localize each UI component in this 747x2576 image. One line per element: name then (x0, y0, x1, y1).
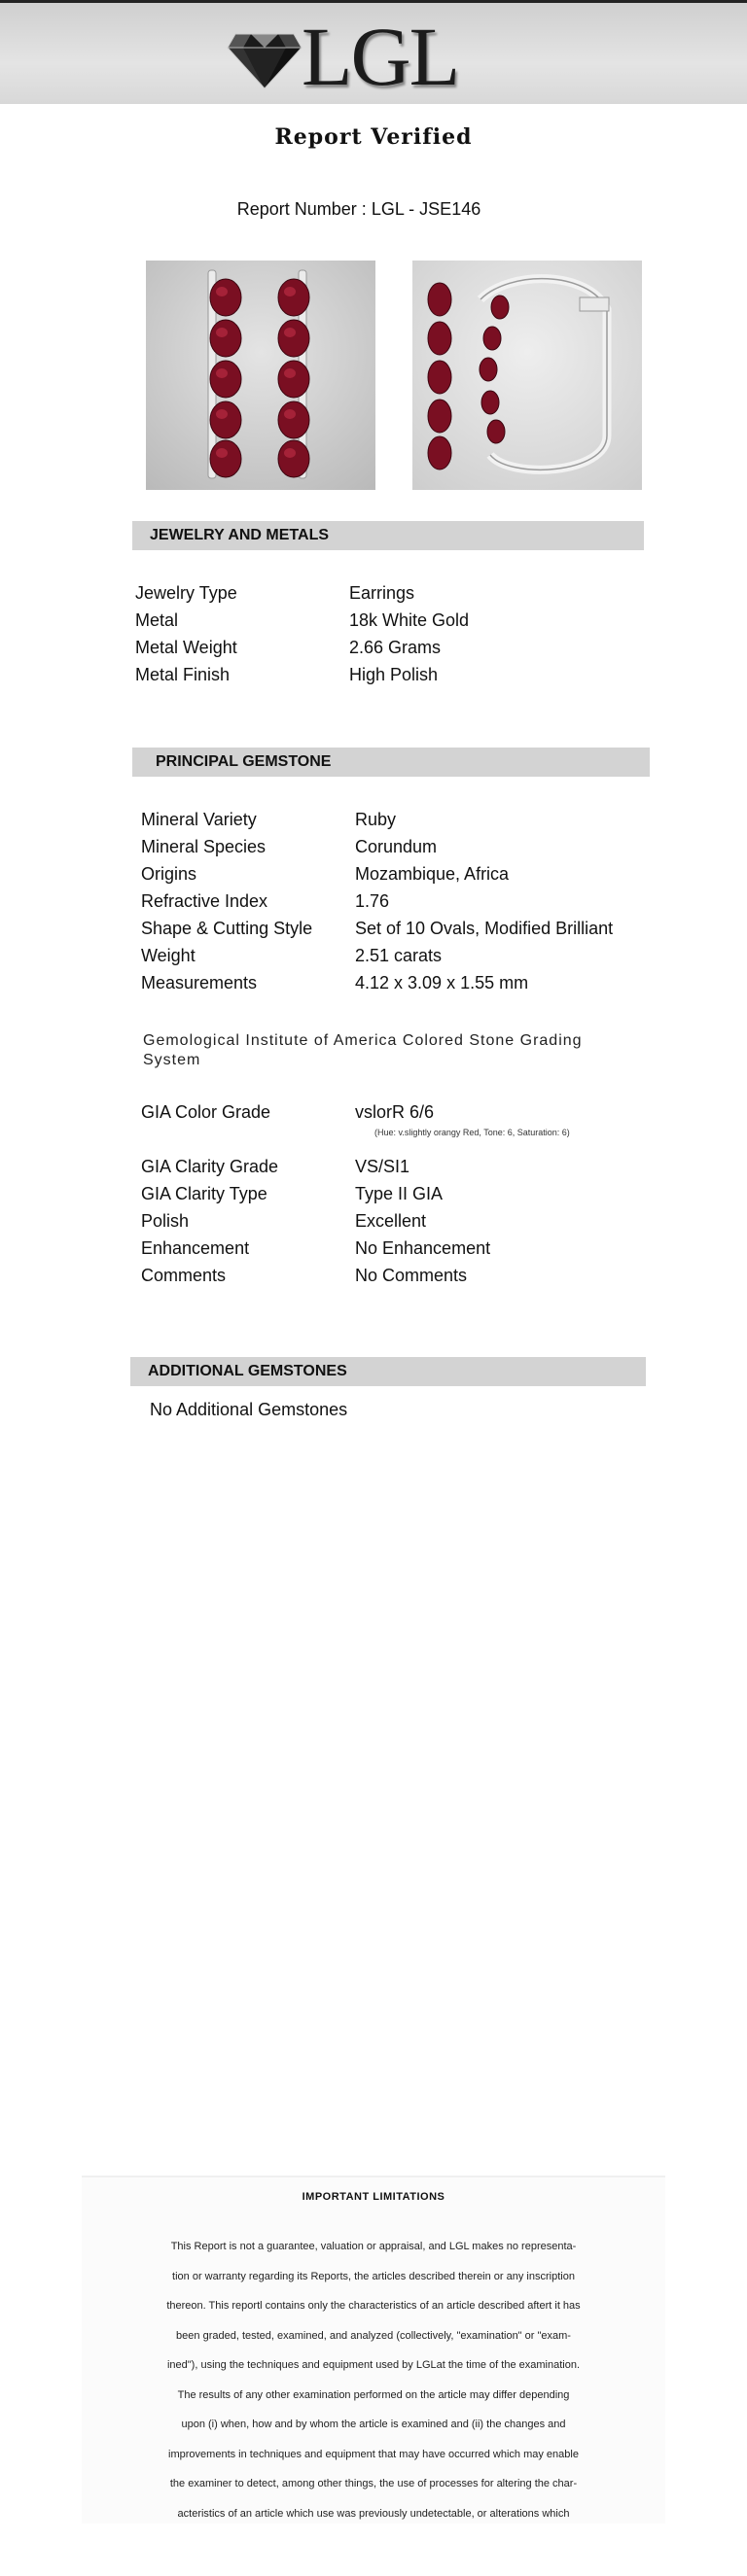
jewelry-details (135, 579, 469, 688)
report-number-value: LGL - JSE146 (371, 199, 481, 219)
gia-system-heading: Gemological Institute of America Colored Stone Grading System (143, 1032, 583, 1068)
detail-value: 2.51 carats (355, 946, 443, 965)
limitations-line: thereon. This reportl contains only the characteristics of an article described aftert it has (166, 2300, 581, 2312)
detail-row (141, 1180, 490, 1207)
detail-value: Set of 10 Ovals, Modified Brilliant (355, 919, 614, 938)
detail-label: Jewelry Type (135, 583, 237, 603)
detail-row (135, 634, 469, 661)
detail-value: Earrings (349, 583, 415, 603)
detail-label: Comments (141, 1266, 227, 1285)
detail-value: Excellent (355, 1211, 427, 1231)
gia-color-grade-row (141, 1098, 434, 1126)
limitations-text (103, 2232, 644, 2528)
detail-label: Enhancement (141, 1238, 250, 1258)
detail-label: Weight (141, 946, 196, 965)
detail-label: Metal Finish (135, 665, 231, 684)
detail-label: Polish (141, 1211, 190, 1231)
no-additional-gemstones: No Additional Gemstones (150, 1400, 348, 1419)
detail-value: Mozambique, Africa (355, 864, 510, 884)
detail-value: No Comments (355, 1266, 468, 1285)
detail-row (135, 661, 469, 688)
earrings-side-illustration (412, 261, 642, 490)
detail-row (141, 1235, 490, 1262)
detail-label: Metal Weight (135, 638, 237, 657)
diamond-icon (226, 20, 303, 90)
detail-value: Type II GIA (355, 1184, 444, 1203)
detail-value: Corundum (355, 837, 438, 856)
detail-value: 4.12 x 3.09 x 1.55 mm (355, 973, 529, 992)
detail-value: vslorR 6/6 (355, 1102, 435, 1122)
limitations-line: This Report is not a guarantee, valuation or appraisal, and LGL makes no representa- (170, 2241, 577, 2252)
limitations-line: upon (i) when, how and by whom the article is examined and (ii) the changes and (181, 2419, 566, 2430)
earrings-front-photo (146, 261, 375, 490)
limitations-title: IMPORTANT LIMITATIONS (302, 2191, 445, 2203)
principal-details (141, 806, 613, 996)
detail-row (141, 1262, 490, 1289)
detail-label: Metal (135, 610, 179, 630)
detail-label: Measurements (141, 973, 258, 992)
report-number-label: Report Number : (236, 199, 367, 219)
color-grade-note: (Hue: v.slightly orangy Red, Tone: 6, Saturation: 6) (374, 1128, 570, 1137)
detail-row (141, 806, 613, 833)
limitations-line: ined"), using the techniques and equipment used by LGLat the time of the examination. (166, 2359, 580, 2371)
section-additional-heading: ADDITIONAL GEMSTONES (130, 1357, 646, 1386)
detail-value: VS/SI1 (355, 1157, 410, 1176)
detail-label: Origins (141, 864, 197, 884)
limitations-line: tion or warranty regarding its Reports, the articles described therein or any inscription (172, 2270, 575, 2282)
detail-row (141, 1098, 434, 1126)
limitations-line: the examiner to detect, among other things, the use of processes for altering the char- (169, 2478, 578, 2489)
detail-value: 1.76 (355, 891, 390, 911)
detail-row (141, 1207, 490, 1235)
earrings-side-photo (412, 261, 642, 490)
detail-value: 2.66 Grams (349, 638, 442, 657)
detail-label: Mineral Species (141, 837, 267, 856)
lgl-logo (226, 10, 479, 103)
detail-label: GIA Color Grade (141, 1102, 271, 1122)
header-banner (0, 3, 747, 104)
limitations-line: acteristics of an article which use was previously undetectable, or alterations which (177, 2507, 570, 2520)
gia-grades (141, 1153, 490, 1289)
limitations-line: improvements in techniques and equipment that may have occurred which may enable (168, 2448, 579, 2460)
detail-label: Mineral Variety (141, 810, 257, 829)
section-jewelry-heading: JEWELRY AND METALS (132, 521, 644, 550)
report-number (0, 199, 718, 220)
detail-value: No Enhancement (355, 1238, 491, 1258)
detail-row (135, 607, 469, 634)
detail-label: Refractive Index (141, 891, 268, 911)
logo-text: LGL (302, 10, 459, 103)
detail-row (141, 969, 613, 996)
limitations-line: been graded, tested, examined, and analyzed (collectively, "examination" or "exam- (176, 2329, 571, 2342)
detail-row (141, 888, 613, 915)
detail-value: Ruby (355, 810, 397, 829)
detail-row (135, 579, 469, 607)
section-principal-heading: PRINCIPAL GEMSTONE (132, 748, 650, 777)
detail-value: 18k White Gold (349, 610, 470, 630)
detail-label: Shape & Cutting Style (141, 919, 313, 938)
limitations-line: The results of any other examination performed on the article may differ depending (177, 2388, 570, 2401)
page-title: Report Verified (274, 124, 473, 150)
earrings-front-illustration (146, 261, 375, 490)
detail-row (141, 915, 613, 942)
detail-label: GIA Clarity Type (141, 1184, 267, 1203)
limitations-panel (82, 2176, 665, 2524)
detail-row (141, 942, 613, 969)
detail-value: High Polish (349, 665, 439, 684)
detail-row (141, 833, 613, 860)
detail-row (141, 860, 613, 888)
detail-row (141, 1153, 490, 1180)
detail-label: GIA Clarity Grade (141, 1157, 279, 1176)
